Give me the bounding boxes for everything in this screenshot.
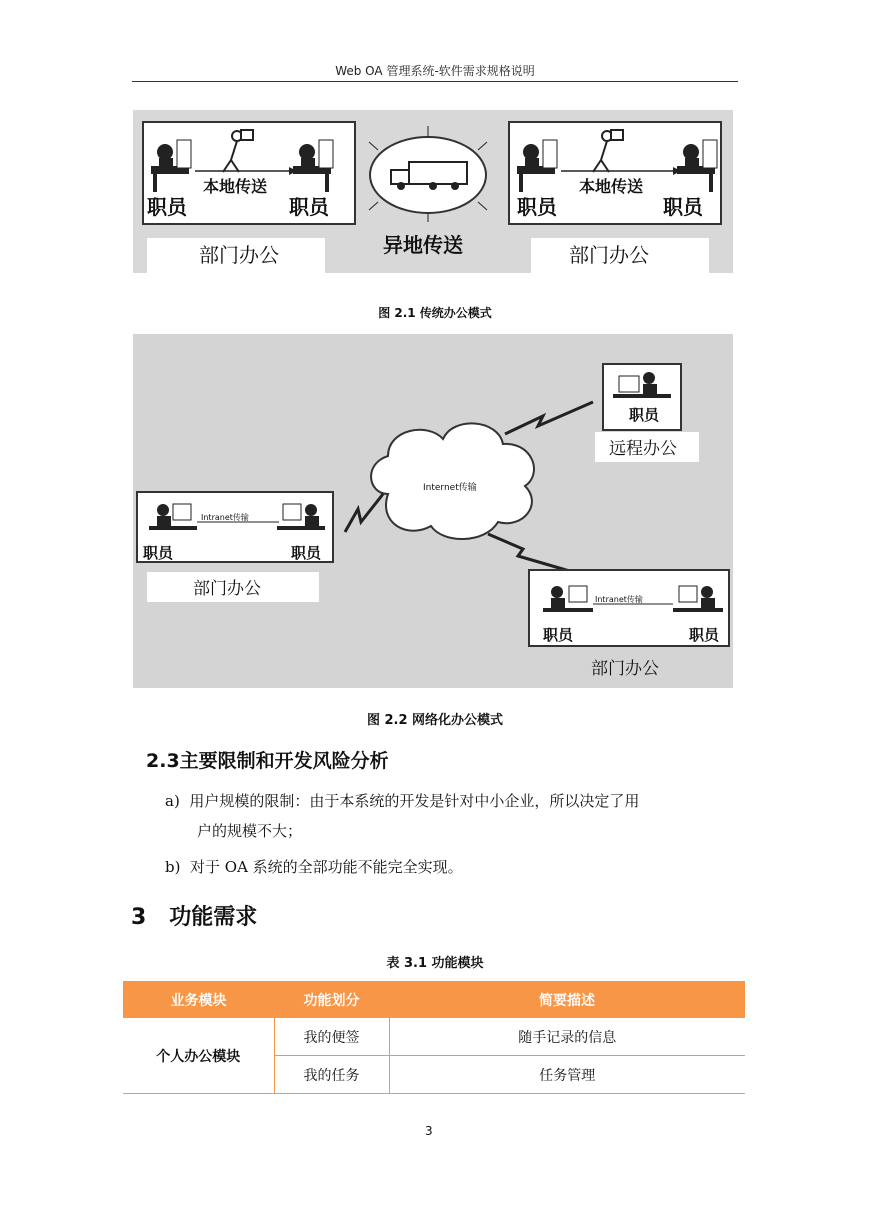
employee-label: 职员: [543, 626, 574, 644]
employee-label: 职员: [143, 544, 174, 562]
description-cell: 任务管理: [389, 1056, 745, 1094]
list-text: 用户规模的限制：由于本系统的开发是针对中小企业，所以决定了用: [189, 792, 640, 810]
description-cell: 随手记录的信息: [389, 1018, 745, 1056]
table-header-row: [123, 981, 745, 1018]
employee-label: 职员: [663, 195, 703, 219]
figure1-caption: 图 2.1 传统办公模式: [378, 306, 492, 320]
list-item-b: [165, 852, 463, 882]
local-transfer-label: 本地传送: [579, 177, 644, 196]
section-3-heading: 3 功能需求: [131, 905, 258, 930]
link-bolt-remote: [505, 402, 593, 434]
figure2-caption: 图 2.2 网络化办公模式: [366, 713, 504, 728]
employee-label: 职员: [291, 544, 322, 562]
link-bolt-left: [345, 494, 383, 532]
remote-office-label: 远程办公: [609, 439, 677, 459]
employee-label: 职员: [689, 626, 720, 644]
employee-label: 职员: [629, 406, 660, 424]
dept-office-label: 部门办公: [591, 659, 659, 679]
figure-networked-office: [133, 334, 733, 688]
employee-label: 职员: [517, 195, 557, 219]
dept-office-label: 部门办公: [193, 579, 261, 599]
link-bolt-right: [488, 534, 573, 572]
header-function: 功能划分: [274, 981, 389, 1018]
list-text: 对于 OA 系统的全部功能不能完全实现。: [190, 858, 463, 876]
header-business-module: 业务模块: [123, 981, 274, 1018]
function-cell: 我的便签: [274, 1018, 389, 1056]
table-caption: 表 3.1 功能模块: [386, 956, 484, 971]
section-2-3-heading: 2.3主要限制和开发风险分析: [146, 750, 389, 772]
dept-office-label: 部门办公: [199, 243, 279, 267]
list-item-a: [165, 786, 639, 816]
table-row: [123, 1018, 745, 1056]
page-number: 3: [425, 1124, 433, 1138]
internet-cloud: [371, 423, 534, 539]
list-marker: a): [165, 792, 180, 810]
list-item-a-continuation: 户的规模不大；: [197, 822, 303, 840]
function-module-table: [123, 981, 745, 1094]
figure-traditional-office: [133, 110, 733, 273]
employee-label: 职员: [289, 195, 329, 219]
list-marker: b): [165, 858, 181, 876]
function-cell: 我的任务: [274, 1056, 389, 1094]
header-rule: [132, 81, 738, 82]
local-transfer-label: 本地传送: [203, 177, 268, 196]
header-description: 简要描述: [389, 981, 745, 1018]
intranet-label: Intranet传输: [201, 513, 249, 522]
running-header: Web OA 管理系统-软件需求规格说明: [335, 64, 535, 78]
dept-office-label: 部门办公: [569, 243, 649, 267]
remote-transfer-label: 异地传送: [383, 233, 463, 257]
internet-label: Internet传输: [423, 483, 477, 493]
intranet-label: Intranet传输: [595, 595, 643, 604]
employee-label: 职员: [147, 195, 187, 219]
module-cell: 个人办公模块: [123, 1018, 274, 1094]
